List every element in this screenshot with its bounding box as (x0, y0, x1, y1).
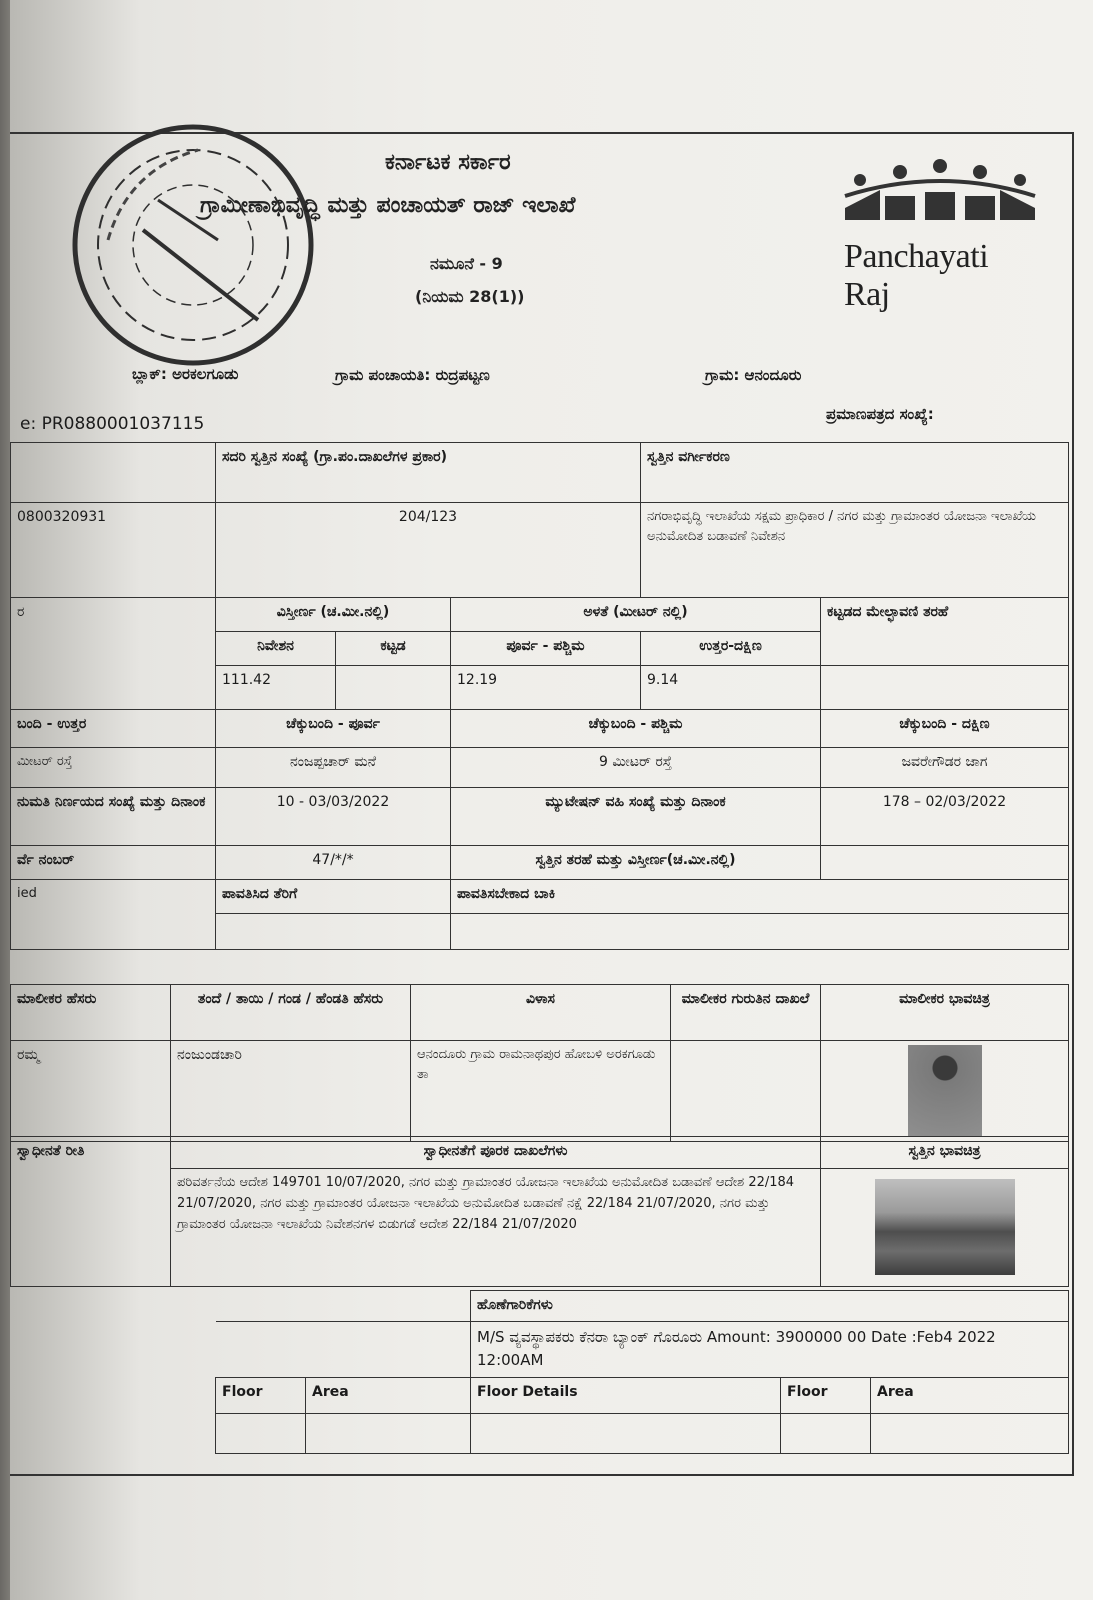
tax-due-value (451, 914, 1069, 950)
floor-column-label: Floor (216, 1377, 306, 1413)
site-area-value: 111.42 (216, 666, 336, 710)
north-south-label: ಉತ್ತರ-ದಕ್ಷಿಣ (641, 632, 821, 666)
panchayati-raj-logo (840, 158, 1040, 314)
tax-left-label: ied (11, 880, 216, 950)
owner-table (10, 984, 1069, 1142)
ownership-docs: ಪರಿವರ್ತನೆಯ ಆದೇಶ 149701 10/07/2020, ನಗರ ಮತ್ತು ಗ್ರಾಮಾಂತರ ಯೋಜನಾ ಇಲಾಖೆಯ ಅನುಮೋದಿತ ಬಡಾವಣೆ ಆದೇಶ 22/184 21/07/2020, ನಗರ ಮತ್ತು ಗ್ರಾಮಾಂತರ ಯೋಜನಾ ಇಲಾಖೆಯ ಅನುಮೋದಿತ ಬಡಾವಣೆ ನಕ್ಷೆ 22/184 21/07/2020, ನಗರ ಮತ್ತು ಗ್ರಾಮಾಂತರ ಯೋಜನಾ ಇಲಾಖೆಯ ನಿವೇಶನಗಳ ಬಿಡುಗಡೆ ಆದೇಶ 22/184 21/07/2020 (171, 1169, 821, 1287)
tax-due-label: ಪಾವತಿಸಬೇಕಾದ ಬಾಕಿ (451, 880, 1069, 914)
dimension-left-label: ರ (11, 598, 216, 710)
area-value-2 (871, 1413, 1069, 1453)
east-west-label: ಪೂರ್ವ - ಪಶ್ಚಿಮ (451, 632, 641, 666)
boundary-north-label: ಬಂದಿ - ಉತ್ತರ (11, 710, 216, 748)
resolution-value: 10 - 03/03/2022 (216, 788, 451, 846)
survey-number-label: ರ್ವೆ ನಂಬರ್ (11, 846, 216, 880)
people-emblem-icon (840, 158, 1040, 238)
property-photo (875, 1179, 1015, 1275)
form-number: ನಮೂನೆ - 9 (430, 254, 503, 273)
property-details-table (10, 442, 1069, 950)
property-left-id: 0800320931 (11, 503, 216, 598)
area-label: ವಿಸ್ತೀರ್ಣ (ಚ.ಮೀ.ನಲ್ಲಿ) (216, 598, 451, 632)
property-number: 204/123 (216, 503, 641, 598)
owner-address: ಆನಂದೂರು ಗ್ರಾಮ ರಾಮನಾಥಪುರ ಹೋಬಳಿ ಅರಕಗೂಡು ತಾ (411, 1041, 671, 1142)
roof-type-label: ಕಟ್ಟಡದ ಮೇಲ್ಛಾವಣಿ ತರಹೆ (821, 598, 1069, 666)
department-title: ಗ್ರಾಮೀಣಾಭಿವೃದ್ಧಿ ಮತ್ತು ಪಂಚಾಯತ್ ರಾಜ್ ಇಲಾಖೆ (200, 193, 576, 218)
block-name: ಬ್ಲಾಕ್: ಅರಕಲಗೂಡು (132, 365, 239, 383)
government-title: ಕರ್ನಾಟಕ ಸರ್ಕಾರ (385, 150, 511, 175)
owner-name-label: ಮಾಲೀಕರ ಹೆಸರು (11, 985, 171, 1041)
rule-reference: (ನಿಯಮ 28(1)) (415, 287, 525, 306)
boundary-west-label: ಚೆಕ್ಕುಬಂದಿ - ಪಶ್ಚಿಮ (451, 710, 821, 748)
floor-details-label: Floor Details (471, 1377, 781, 1413)
boundary-south-label: ಚೆಕ್ಕುಬಂದಿ - ದಕ್ಷಿಣ (821, 710, 1069, 748)
boundary-north-value: ಮೀಟರ್ ರಸ್ತೆ (11, 748, 216, 788)
mutation-value: 178 – 02/03/2022 (821, 788, 1069, 846)
site-label: ನಿವೇಶನ (216, 632, 336, 666)
liability-floor-table (215, 1290, 1069, 1454)
liability-value: M/S ವ್ಯವಸ್ಥಾಪಕರು ಕೆನರಾ ಬ್ಯಾಂಕ್ ಗೊರೂರು Amount: 3900000 00 Date :Feb4 2022 12:00AM (471, 1321, 1069, 1377)
parent-name: ನಂಜುಂಡಚಾರಿ (171, 1041, 411, 1142)
owner-photo-label: ಮಾಲೀಕರ ಭಾವಚಿತ್ರ (821, 985, 1069, 1041)
certificate-page (10, 0, 1093, 1600)
owner-id-label: ಮಾಲೀಕರ ಗುರುತಿನ ದಾಖಲೆ (671, 985, 821, 1041)
property-classification: ನಗರಾಭಿವೃದ್ಧಿ ಇಲಾಖೆಯ ಸಕ್ಷಮ ಪ್ರಾಧಿಕಾರ / ನಗರ ಮತ್ತು ಗ್ರಾಮಾಂತರ ಯೋಜನಾ ಇಲಾಖೆಯ ಅನುಮೋದಿತ ಬಡಾವಣೆ ನಿವೇಶನ (641, 503, 1069, 598)
property-type-value (821, 846, 1069, 880)
property-type-label: ಸ್ವತ್ತಿನ ತರಹೆ ಮತ್ತು ವಿಸ್ತೀರ್ಣ(ಚ.ಮೀ.ನಲ್ಲಿ) (451, 846, 821, 880)
boundary-south-value: ಜವರೇಗೌಡರ ಜಾಗ (821, 748, 1069, 788)
owner-photo (908, 1045, 982, 1137)
area-value (306, 1413, 471, 1453)
address-label: ವಿಳಾಸ (411, 985, 671, 1041)
mutation-label: ಮ್ಯುಟೇಷನ್ ವಹಿ ಸಂಖ್ಯೆ ಮತ್ತು ದಿನಾಂಕ (451, 788, 821, 846)
tax-paid-value (216, 914, 451, 950)
corner-cell (11, 443, 216, 503)
office-seal (68, 120, 318, 370)
property-photo-label: ಸ್ವತ್ತಿನ ಭಾವಚಿತ್ರ (821, 1137, 1069, 1169)
ownership-table (10, 1136, 1069, 1287)
parent-name-label: ತಂದೆ / ತಾಯಿ / ಗಂಡ / ಹೆಂಡತಿ ಹೆಸರು (171, 985, 411, 1041)
building-label: ಕಟ್ಟಡ (336, 632, 451, 666)
property-photo-cell (821, 1169, 1069, 1287)
ownership-docs-label: ಸ್ವಾಧೀನತೆಗೆ ಪೂರಕ ದಾಖಲೆಗಳು (171, 1137, 821, 1169)
resolution-label: ನುಮತಿ ನಿರ್ಣಯದ ಸಂಖ್ಯೆ ಮತ್ತು ದಿನಾಂಕ (11, 788, 216, 846)
floor-column-label-2: Floor (781, 1377, 871, 1413)
north-south-value: 9.14 (641, 666, 821, 710)
property-id: e: PR0880001037115 (20, 414, 205, 434)
floor-details-value (471, 1413, 781, 1453)
liability-blank-2 (216, 1321, 471, 1377)
area-column-label-2: Area (871, 1377, 1069, 1413)
owner-id-value (671, 1041, 821, 1142)
liability-blank (216, 1291, 471, 1322)
certificate-number-label: ಪ್ರಮಾಣಪತ್ರದ ಸಂಖ್ಯೆ: (826, 405, 934, 423)
gram-panchayat-name: ಗ್ರಾಮ ಪಂಚಾಯತಿ: ರುದ್ರಪಟ್ಟಣ (335, 366, 490, 384)
boundary-east-value: ನಂಜಪ್ಪಚಾರ್ ಮನೆ (216, 748, 451, 788)
liability-label: ಹೊಣೆಗಾರಿಕೆಗಳು (471, 1291, 1069, 1322)
boundary-east-label: ಚೆಕ್ಕುಬಂದಿ - ಪೂರ್ವ (216, 710, 451, 748)
measure-label: ಅಳತೆ (ಮೀಟರ್ ನಲ್ಲಿ) (451, 598, 821, 632)
floor-value-2 (781, 1413, 871, 1453)
village-name: ಗ್ರಾಮ: ಆನಂದೂರು (705, 366, 802, 384)
tax-paid-label: ಪಾವತಿಸಿದ ತೆರಿಗೆ (216, 880, 451, 914)
floor-value (216, 1413, 306, 1453)
classification-label: ಸ್ವತ್ತಿನ ವರ್ಗೀಕರಣ (641, 443, 1069, 503)
survey-number-value: 47/*/* (216, 846, 451, 880)
boundary-west-value: 9 ಮೀಟರ್ ರಸ್ತೆ (451, 748, 821, 788)
roof-type-value (821, 666, 1069, 710)
ownership-mode-label: ಸ್ವಾಧೀನತೆ ರೀತಿ (11, 1137, 171, 1287)
area-column-label: Area (306, 1377, 471, 1413)
property-number-label: ಸದರಿ ಸ್ವತ್ತಿನ ಸಂಖ್ಯೆ (ಗ್ರಾ.ಪಂ.ದಾಖಲೆಗಳ ಪ್ರಕಾರ) (216, 443, 641, 503)
building-area-value (336, 666, 451, 710)
east-west-value: 12.19 (451, 666, 641, 710)
owner-name: ರಮ್ಮ (11, 1041, 171, 1142)
logo-text: Panchayati Raj (844, 238, 989, 313)
owner-photo-cell (821, 1041, 1069, 1142)
